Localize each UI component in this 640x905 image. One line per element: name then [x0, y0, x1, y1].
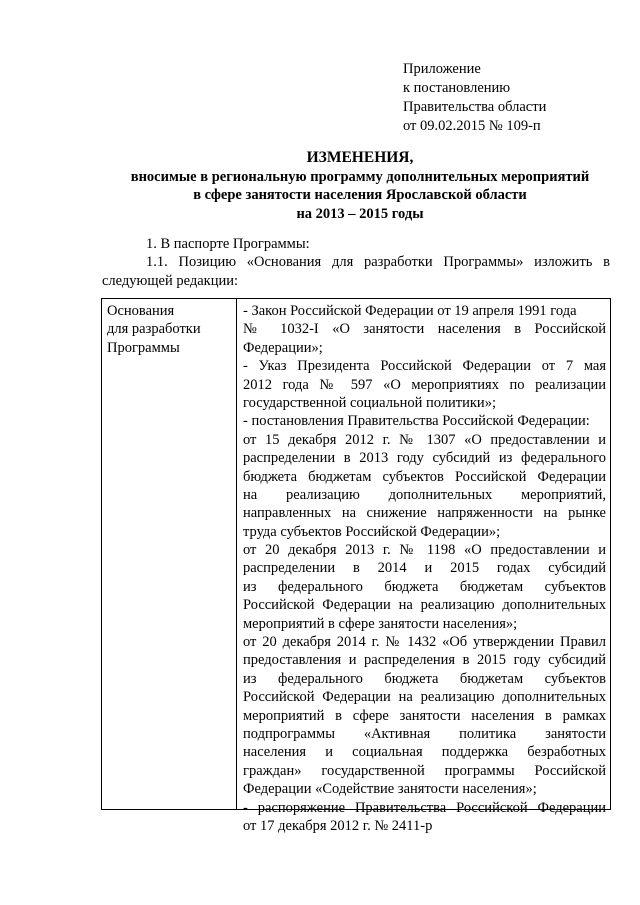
cell-line: - Указ Президента Российской Федерации от 7 мая: [243, 358, 606, 375]
appendix-line: Правительства области: [403, 99, 547, 115]
cell-line: от 20 декабря 2014 г. № 1432 «Об утверждении Правил: [243, 634, 606, 651]
cell-line: от 20 декабря 2013 г. № 1198 «О предоставлении и: [243, 542, 606, 559]
appendix-line: от 09.02.2015 № 109-п: [403, 118, 541, 134]
cell-line: из федерального бюджета бюджетам субъектов: [243, 578, 606, 595]
cell-line: - постановления Правительства Российской Федерации:: [243, 413, 590, 430]
cell-line: из федерального бюджета бюджетам субъектов: [243, 670, 606, 687]
cell-line: 2012 года № 597 «О мероприятиях по реализации: [243, 376, 606, 393]
paragraph-1: 1. В паспорте Программы:: [146, 236, 310, 252]
cell-line: от 17 декабря 2012 г. № 2411-р: [243, 817, 433, 834]
cell-line: мероприятий в сфере занятости населения в рамках: [243, 707, 606, 724]
document-heading: [90, 149, 630, 223]
cell-line: Федерации»;: [243, 339, 323, 356]
cell-line: Российской Федерации на реализацию дополнительных: [243, 597, 606, 614]
heading-line: вносимые в региональную программу дополнительных мероприятий: [130, 168, 590, 185]
table-cell-label: [107, 302, 232, 357]
cell-line: - распоряжение Правительства Российской Федерации: [243, 799, 606, 816]
cell-line: Программы: [107, 339, 180, 356]
cell-line: населения и социальная поддержка безработных: [243, 744, 606, 761]
cell-line: Федерации «Содействие занятости населения»;: [243, 781, 537, 798]
table-column-divider: [236, 299, 237, 809]
table-cell-content: [243, 302, 606, 835]
cell-line: на реализацию дополнительных мероприятий,: [243, 486, 606, 503]
cell-line: от 15 декабря 2012 г. № 1307 «О предоставлении и: [243, 431, 606, 448]
appendix-block: [403, 60, 546, 136]
program-basis-table: [101, 298, 611, 834]
cell-line: государственной социальной политики»;: [243, 394, 496, 411]
paragraph-line: следующей редакции:: [102, 272, 239, 289]
cell-line: № 1032-I «О занятости населения в Российской: [243, 321, 606, 338]
paragraph-1-1: [102, 253, 610, 290]
cell-line: подпрограммы «Активная политика занятости: [243, 725, 606, 742]
appendix-line: Приложение: [403, 61, 481, 77]
paragraph-line: 1.1. Позицию «Основания для разработки Программы» изложить в: [146, 254, 610, 270]
cell-line: Российской Федерации на реализацию дополнительных: [243, 689, 606, 706]
cell-line: мероприятий в сфере занятости населения»;: [243, 615, 518, 632]
cell-line: труда субъектов Российской Федерации»;: [243, 523, 501, 540]
heading-line: на 2013 – 2015 годы: [296, 205, 424, 222]
cell-line: для разработки: [107, 321, 201, 338]
cell-line: распределении в 2014 и 2015 годах субсидий: [243, 560, 606, 577]
cell-line: направленных на снижение напряженности на рынке: [243, 505, 606, 522]
cell-line: бюджета бюджетам субъектов Российской Федерации: [243, 468, 606, 485]
document-title: ИЗМЕНЕНИЯ,: [306, 149, 414, 166]
cell-line: Основания: [107, 303, 175, 319]
appendix-line: к постановлению: [403, 80, 511, 96]
cell-line: граждан» государственной программы Российской: [243, 762, 606, 779]
heading-line: в сфере занятости населения Ярославской области: [193, 187, 527, 203]
cell-line: распределении в 2013 году субсидий из федерального: [243, 450, 606, 467]
cell-line: - Закон Российской Федерации от 19 апреля 1991 года: [243, 303, 577, 319]
cell-line: предоставления и распределения в 2015 году субсидий: [243, 652, 606, 669]
